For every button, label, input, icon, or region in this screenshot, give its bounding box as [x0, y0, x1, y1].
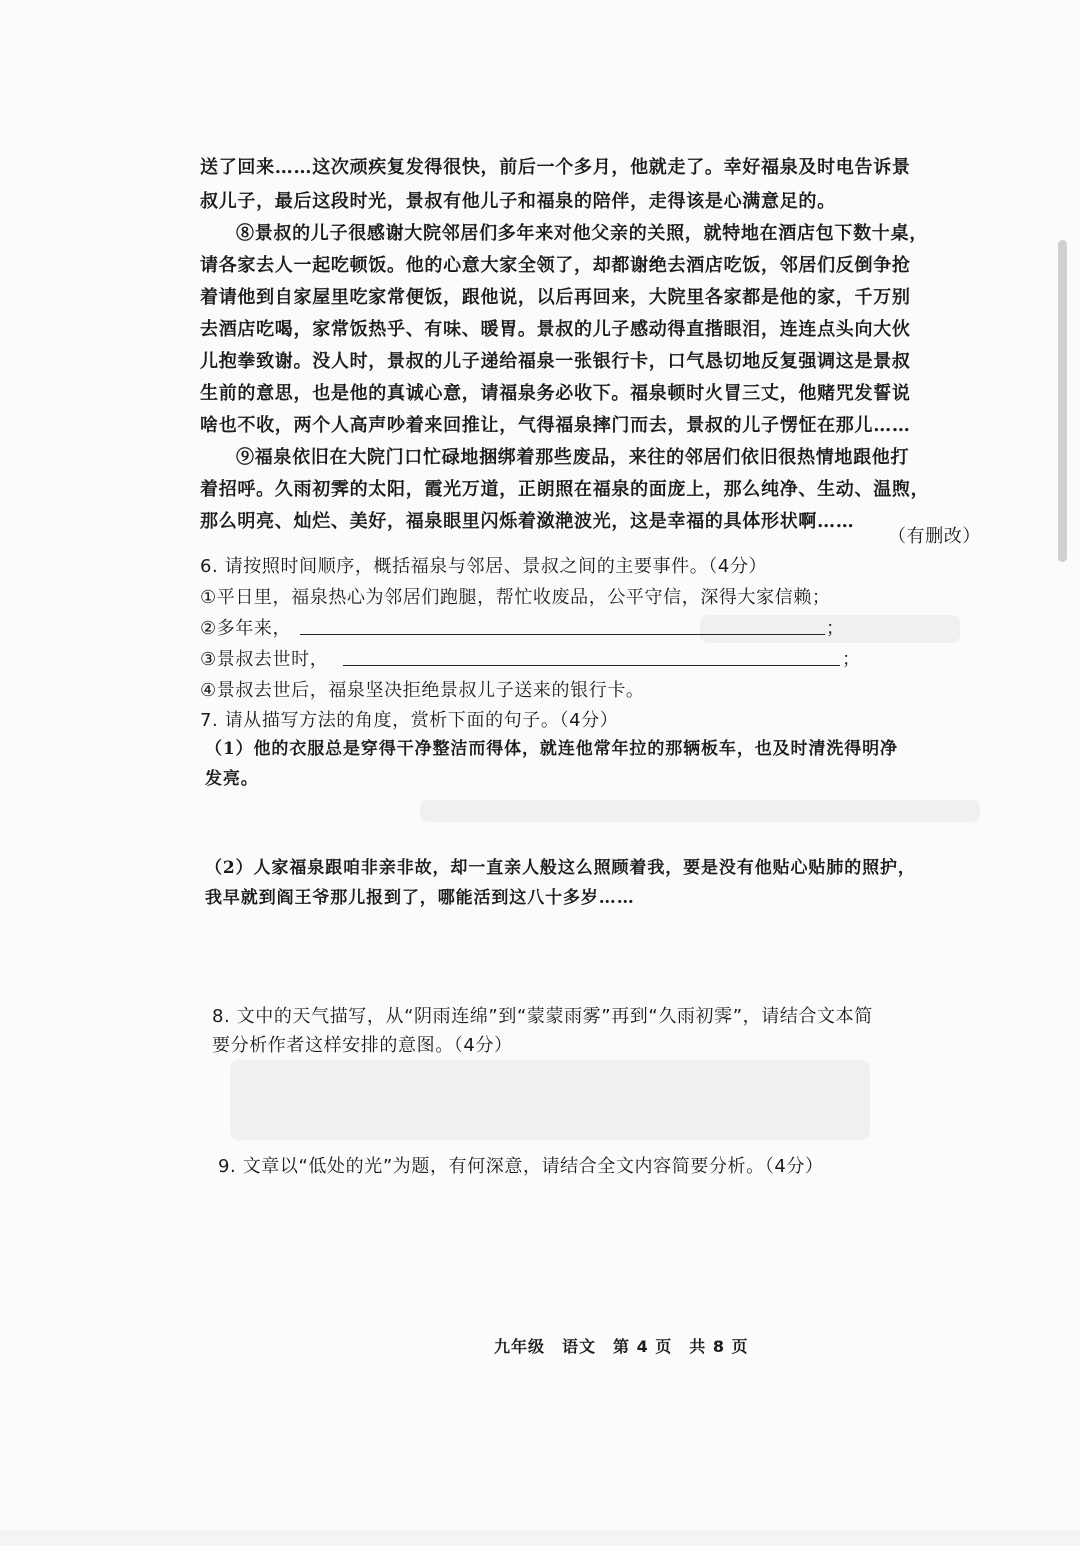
passage-line: 叔儿子，最后这段时光，景叔有他儿子和福泉的陪伴，走得该是心满意足的。	[200, 191, 836, 212]
passage-line: 那么明亮、灿烂、美好，福泉眼里闪烁着潋滟波光，这是幸福的具体形状啊……	[200, 511, 855, 532]
page-footer: 九年级 语文 第 4 页 共 8 页	[494, 1337, 749, 1356]
q6-stem: 6. 请按照时间顺序，概括福泉与邻居、景叔之间的主要事件。（4分）	[200, 556, 768, 577]
q7-sentence-2: （2）人家福泉跟咱非亲非故，却一直亲人般这么照顾着我，要是没有他贴心贴肺的照护，	[205, 858, 916, 878]
q7-sentence-1: （1）他的衣服总是穿得干净整洁而得体，就连他常年拉的那辆板车，也及时清洗得明净	[205, 739, 898, 759]
q6-answer-blank-2[interactable]	[300, 634, 825, 635]
passage-line: 去酒店吃喝，家常饭热乎、有味、暖胃。景叔的儿子感动得直揩眼泪，连连点头向大伙	[200, 319, 911, 340]
q7-sentence-2-cont: 我早就到阎王爷那儿报到了，哪能活到这八十多岁……	[205, 888, 635, 908]
q6-item-2-suffix: ；	[826, 618, 845, 639]
passage-line: 啥也不收，两个人高声吵着来回推让，气得福泉摔门而去，景叔的儿子愣怔在那儿……	[200, 415, 911, 436]
q8-stem-cont: 要分析作者这样安排的意图。（4分）	[212, 1035, 513, 1056]
q7-stem: 7. 请从描写方法的角度，赏析下面的句子。（4分）	[200, 710, 619, 731]
scrollbar-thumb[interactable]	[1058, 240, 1067, 562]
q6-item-2-prefix: ②多年来，	[200, 618, 292, 639]
q8-stem: 8. 文中的天气描写，从“阴雨连绵”到“蒙蒙雨雾”再到“久雨初霁”，请结合文本简	[212, 1006, 873, 1027]
q6-item-3-suffix: ；	[842, 649, 861, 670]
q9-stem: 9. 文章以“低处的光”为题，有何深意，请结合全文内容简要分析。（4分）	[218, 1156, 824, 1177]
q6-answer-blank-3[interactable]	[343, 665, 840, 666]
q6-item-4: ④景叔去世后，福泉坚决拒绝景叔儿子送来的银行卡。	[200, 680, 645, 701]
passage-line: ⑨福泉依旧在大院门口忙碌地捆绑着那些废品，来往的邻居们依旧很热情地跟他打	[236, 447, 910, 468]
viewer-bottom-bar	[0, 1530, 1080, 1546]
passage-line: ⑧景叔的儿子很感谢大院邻居们多年来对他父亲的关照，就特地在酒店包下数十桌，	[236, 223, 928, 244]
passage-line: 送了回来……这次顽疾复发得很快，前后一个多月，他就走了。幸好福泉及时电告诉景	[200, 157, 911, 178]
passage-line: 儿抱拳致谢。没人时，景叔的儿子递给福泉一张银行卡，口气恳切地反复强调这是景叔	[200, 351, 911, 372]
passage-line: 请各家去人一起吃顿饭。他的心意大家全领了，却都谢绝去酒店吃饭，邻居们反倒争抢	[200, 255, 911, 276]
q6-item-1: ①平日里，福泉热心为邻居们跑腿，帮忙收废品，公平守信，深得大家信赖；	[200, 587, 831, 608]
bleed-through-smudge	[420, 800, 980, 822]
q7-sentence-1-cont: 发亮。	[205, 769, 259, 789]
passage-line: 生前的意思，也是他的真诚心意，请福泉务必收下。福泉顿时火冒三丈，他赌咒发誓说	[200, 383, 911, 404]
q6-item-3-prefix: ③景叔去世时，	[200, 649, 329, 670]
revision-note: （有删改）	[888, 526, 981, 547]
passage-line: 着请他到自家屋里吃家常便饭，跟他说，以后再回来，大院里各家都是他的家，千万别	[200, 287, 911, 308]
passage-line: 着招呼。久雨初霁的太阳，霞光万道，正朗照在福泉的面庞上，那么纯净、生动、温煦，	[200, 479, 930, 500]
bleed-through-smudge	[230, 1060, 870, 1140]
